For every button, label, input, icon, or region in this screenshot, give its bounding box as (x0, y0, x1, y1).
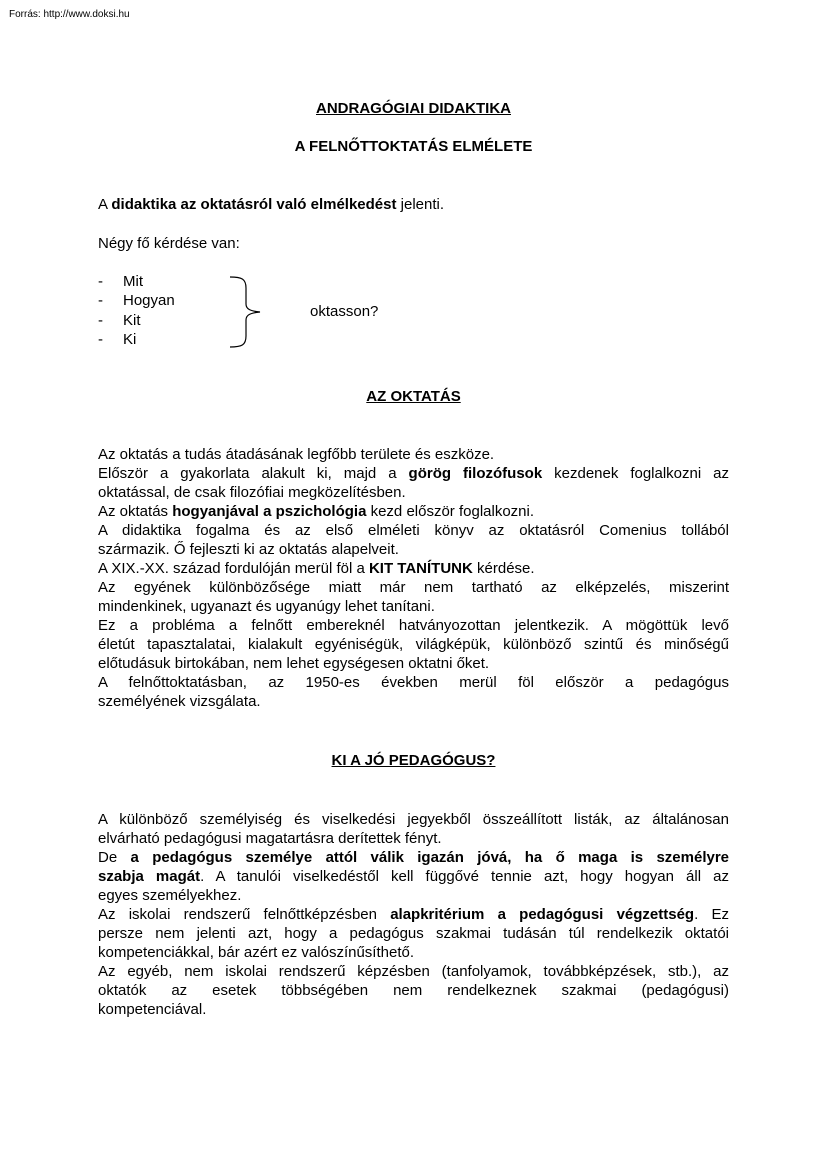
document-subtitle: A FELNŐTTOKTATÁS ELMÉLETE (294, 138, 533, 155)
intro-paragraph: A didaktika az oktatásról való elmélkedést jelenti. (98, 196, 445, 213)
section-pedagogus-body: A különböző személyiség és viselkedési jegyekből összeállított listák, az általánosan elvárható pedagógusi magatartásra derítettek fényt. De a pedagógus személye attól válik igazán jóvá, ha ő maga is személyre szabja magát. A tanulói viselkedéstől kell függővé tennie azt, hogy hogyan áll az egyes személyekhez. Az iskolai rendszerű felnőttképzésben alapkritérium a pedagógusi végzettség. Ez persze nem jelenti azt, hogy a pedagógus szakmai tudásán túl rendelkezik oktatói kompetenciákkal, bár azért ez valószínűsíthető. Az egyéb, nem iskolai rendszerű képzésben (tanfolyamok, továbbképzések, stb.), az oktatók az esetek többségében nem rendelkeznek szakmai (pedagógusi) kompetenciával. (98, 811, 730, 1018)
list-item: - Ki (98, 330, 137, 348)
list-item: - Hogyan (98, 292, 175, 310)
intro-bold: didaktika az oktatásról való elmélkedést (111, 196, 397, 213)
questions-list (98, 272, 175, 349)
source-note: Forrás: http://www.doksi.hu (9, 9, 130, 20)
list-item: - Mit (98, 273, 143, 290)
section-oktatas-body: Az oktatás a tudás átadásának legfőbb területe és eszköze. Először a gyakorlata alakult ki, majd a görög filozófusok kezdenek foglalkozni az oktatással, de csak filozófiai megközelítésben. Az oktatás hogyanjával a pszichológia kezd először foglalkozni. A didaktika fogalma és az első elméleti könyv az oktatásról Comenius tollából származik. Ő fejleszti ki az oktatás alapelveit. A XIX.-XX. század fordulóján merül föl a KIT TANÍTUNK kérdése. Az egyének különbözősége miatt már nem tartható az elképzelés, miszerint mindenkinek, ugyanazt és ugyanúgy lehet tanítani. Ez a probléma a felnőtt embereknél hatványozottan jelentkezik. A mögöttük levő életút tapasztalatai, kialakult egyéniségük, világképük, különböző szintű és minőségű előtudásuk birtokában, nem lehet egységesen oktatni őket. A felnőttoktatásban, az 1950-es években merül föl először a pedagógus személyének vizsgálata. (98, 446, 729, 710)
list-item: - Kit (98, 311, 141, 329)
curly-brace-icon (228, 276, 264, 348)
questions-label: Négy fő kérdése van: (98, 235, 240, 252)
questions-suffix: oktasson? (310, 303, 379, 320)
document-title: ANDRAGÓGIAI DIDAKTIKA (316, 100, 511, 117)
section-heading-pedagogus: KI A JÓ PEDAGÓGUS? (331, 752, 496, 769)
section-heading-oktatas: AZ OKTATÁS (366, 388, 461, 405)
